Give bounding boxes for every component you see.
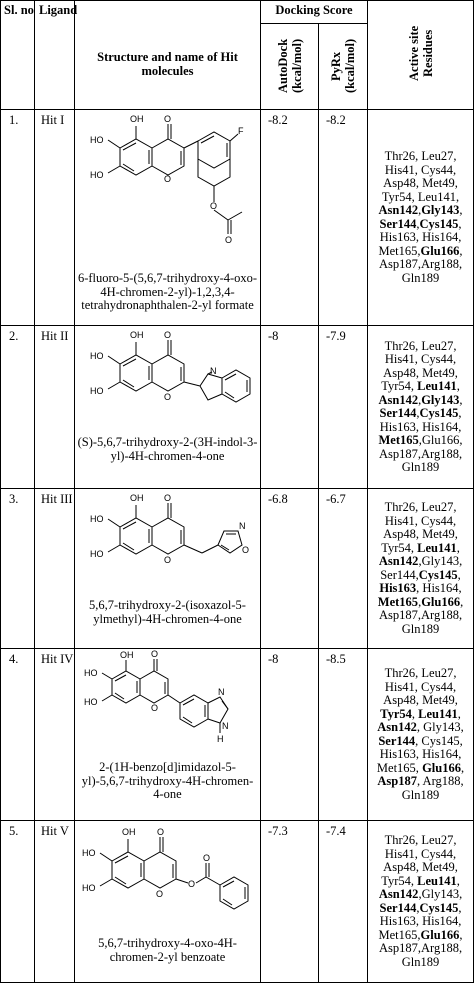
atom-label: OH [129,330,143,340]
header-structure: Structure and name of Hit molecules [75,1,261,110]
molecule-name: 6-fluoro-5-(5,6,7-trihydroxy-4-oxo-4H-chromen-2-yl)-1,2,3,4-tetrahydronaphthalen-2-yl formate [77,271,258,312]
residue-segment: Asp187, [378,941,421,955]
residue-segment: Asn142 [377,720,417,734]
table-row [1,110,474,326]
atom-label: N [221,721,228,731]
atom-label: O [187,879,195,889]
residue-segment: Ser144 [379,406,417,420]
residue-segment: His163, [379,419,423,434]
residue-segment: , [411,706,419,721]
atom-label: O [202,853,210,863]
autodock-score: -8 [261,649,319,821]
residue-segment: , [417,243,421,258]
residue-segment: Cys44, [421,679,457,694]
row-ligand: Hit V [35,821,75,983]
header-active-site-label: Active site Residues [406,25,435,81]
residue-segment: , Arg188, [416,774,464,788]
residue-segment: His41, [384,846,422,861]
residue-segment: Met165 [378,243,418,258]
residue-segment: Glu166 [420,243,460,258]
residue-segment: Tyr54 [380,706,412,721]
atom-label: F [237,126,243,136]
atom-label: O [209,201,217,211]
residue-segment: , [456,379,460,393]
residue-segment: Ser144 [378,733,416,748]
table-row [1,649,474,821]
residue-segment: His164, [422,230,462,244]
pyrx-score: -8.5 [319,649,368,821]
header-ligand: Ligand [35,1,75,110]
residue-segment: Met165 [378,433,419,447]
residue-segment: Leu141 [417,379,457,393]
residue-segment: Asp48, [383,365,423,380]
table-row [1,326,474,489]
residue-segment: Asp187, [378,257,421,271]
residue-segment: Asn142 [378,554,419,568]
hit-iv-structure-diagram [78,649,258,761]
residue-segment: Asn142 [378,887,419,901]
active-site-residues [368,110,474,326]
residue-segment: Ser144 [379,900,417,915]
residue-segment: Gly143 [421,203,460,217]
residue-segment: , Gly143, [416,720,464,734]
residue-segment: His164, [422,419,462,434]
residue-segment: Asp187 [377,774,417,788]
header-pyrx [319,24,368,110]
residue-segment: , [457,706,461,721]
atom-label: O [150,703,158,713]
residue-segment: , [459,203,463,217]
residue-segment: Arg188, [420,257,463,271]
atom-label: N [209,366,216,376]
atom-label: HO [89,514,103,524]
residue-segment: His163, [379,914,423,928]
residue-segment: , [459,243,463,258]
residue-segment: Cys145 [419,216,459,231]
residue-segment: , [418,203,422,217]
residue-segment: Leu27, [421,338,457,353]
residue-segment: , [460,760,465,775]
residue-segment: , [418,594,422,609]
molecule-name: 5,6,7-trihydroxy-4-oxo-4H-chromen-2-yl benzoate [98,936,237,964]
residue-segment: His163, [379,230,423,244]
residue-segment: , [459,927,463,942]
atom-label: HO [89,549,103,559]
active-site-residues [368,821,474,983]
residue-segment: , [460,594,464,609]
residue-segment: Glu166 [420,927,460,942]
residue-segment: Gln189 [401,270,440,285]
residue-segment: Glu166, [421,433,463,447]
residue-segment: Asp48, [383,693,423,707]
atom-label: H [216,734,223,744]
residue-segment: Leu141 [417,540,457,555]
residue-segment: Gln189 [401,787,440,802]
residue-segment: Cys145 [419,900,459,915]
row-sl-no: 5. [1,821,35,983]
residue-segment: Arg188, [420,446,463,461]
residue-segment: Met49, [422,527,458,541]
header-autodock-label: AutoDock (kcal/mol) [275,38,304,94]
hit-iii-structure-diagram [78,489,258,599]
structure-cell [75,110,261,326]
residue-segment: Tyr54, [381,189,418,204]
atom-label: HO [89,351,103,361]
header-row-top [1,1,474,24]
residue-segment: Cys44, [421,846,457,861]
pyrx-score: -7.9 [319,326,368,489]
atom-label: O [163,493,171,503]
header-active-site [368,1,474,110]
autodock-score: -6.8 [261,489,319,649]
atom-label: OH [119,650,133,660]
residue-segment: His163, [379,747,423,761]
residue-segment: Gln189 [401,621,440,636]
atom-label: N [238,521,245,531]
row-ligand: Hit II [35,326,75,489]
residue-segment: Ser144, [380,567,419,582]
residue-segment: , His164, [416,581,462,595]
residue-segment: , [418,392,422,407]
residue-segment: , [459,392,463,407]
autodock-score: -7.3 [261,821,319,983]
residue-segment: , Cys145, [415,733,463,748]
hit-i-structure-diagram [78,110,258,272]
residue-segment: Cys145 [418,567,458,582]
row-sl-no: 4. [1,649,35,821]
active-site-residues [368,489,474,649]
molecule-name: (S)-5,6,7-trihydroxy-2-(3H-indol-3-yl)-4H-chromen-4-one [77,435,258,463]
atom-label: O [150,649,158,659]
residue-segment: His41, [384,679,422,694]
residue-segment: His164, [422,747,462,761]
residue-segment: Arg188, [420,941,463,955]
residue-segment: His41, [384,352,422,366]
atom-label: O [163,174,171,184]
residue-segment: Thr26, [384,338,422,353]
residue-segment: Gly143 [421,392,460,407]
row-ligand: Hit III [35,489,75,649]
residue-segment: Asn142 [378,203,419,217]
residue-segment: His41, [384,513,422,528]
atom-label: HO [89,135,103,145]
atom-label: O [163,392,171,402]
atom-label: OH [121,827,135,837]
hit-ii-structure-diagram [78,326,258,436]
residue-segment: , [456,540,460,555]
atom-label: HO [83,697,97,707]
residue-segment: Met49, [422,365,458,380]
residue-segment: ,Gly143, [418,887,463,901]
atom-label: HO [89,386,103,396]
residue-segment: Met165 [377,594,419,609]
residue-segment: , [456,873,460,888]
residue-segment: , [458,406,462,420]
residue-segment: , [418,433,422,447]
residue-segment: Thr26, [384,666,422,680]
atom-label: O [155,889,163,899]
residue-segment: , [458,900,462,915]
residue-segment: Met165, [378,927,421,942]
residue-segment: Arg188, [420,608,463,622]
hit-v-structure-diagram [78,821,258,937]
residue-segment: Gln189 [401,954,440,969]
residue-segment: Met49, [422,176,458,190]
residue-segment: Met165, [376,760,423,775]
residue-segment: Glu166 [421,594,461,609]
residue-segment: , [457,567,461,582]
molecule-name: 2-(1H-benzo[d]imidazol-5-yl)-5,6,7-trihydroxy-4H-chromen-4-one [81,760,254,801]
structure-cell [75,326,261,489]
residue-segment: Leu27, [421,500,457,514]
atom-label: O [156,827,164,837]
residue-segment: Leu27, [421,666,457,680]
residue-segment: Asp187, [378,446,421,461]
residue-segment: His163 [379,581,417,595]
residue-segment: Tyr54, [381,379,418,393]
residue-segment: Tyr54, [381,540,418,555]
atom-label: O [163,114,171,124]
residue-segment: Cys145 [419,406,459,420]
atom-label: OH [129,114,143,124]
residue-segment: Asp48, [383,527,423,541]
header-autodock [261,24,319,110]
residue-segment: His164, [422,914,462,928]
header-sl-no: Sl. no [1,1,35,110]
pyrx-score: -8.2 [319,110,368,326]
atom-label: HO [81,848,95,858]
row-sl-no: 3. [1,489,35,649]
residue-segment: , [416,406,420,420]
pyrx-score: -7.4 [319,821,368,983]
residue-segment: Asp48, [383,860,423,874]
atom-label: HO [83,668,97,678]
residue-segment: Leu141 [417,873,457,888]
residue-segment: Gln189 [401,460,440,474]
atom-label: N [217,687,224,697]
atom-label: O [163,330,171,340]
structure-cell [75,821,261,983]
residue-segment: Thr26, [384,833,422,847]
atom-label: OH [129,493,143,503]
residue-segment: Leu27, [421,149,457,163]
row-sl-no: 2. [1,326,35,489]
residue-segment: Met49, [422,693,458,707]
residue-segment: Asp187, [378,608,421,622]
residue-segment: Cys44, [421,513,457,528]
row-sl-no: 1. [1,110,35,326]
header-pyrx-label: PyRx (kcal/mol) [329,38,357,94]
active-site-residues [368,326,474,489]
structure-cell [75,649,261,821]
atom-label: O [224,235,232,245]
residue-segment: Met49, [422,860,458,874]
table-row [1,821,474,983]
structure-cell [75,489,261,649]
atom-label: O [163,555,171,565]
residue-segment: , [458,216,462,231]
row-ligand: Hit I [35,110,75,326]
residue-segment: Thr26, [384,500,422,514]
residue-segment: Cys44, [421,162,457,177]
residue-segment: Cys44, [421,352,457,366]
atom-label: HO [81,883,95,893]
autodock-score: -8.2 [261,110,319,326]
atom-label: HO [89,170,103,180]
residue-segment: Asp48, [383,176,423,190]
atom-label: O [241,545,249,555]
residue-segment: ,Gly143, [418,554,463,568]
molecule-name: 5,6,7-trihydroxy-2-(isoxazol-5-ylmethyl)-4H-chromen-4-one [89,598,246,626]
row-ligand: Hit IV [35,649,75,821]
residue-segment: , [416,216,420,231]
pyrx-score: -6.7 [319,489,368,649]
residue-segment: Asn142 [378,392,419,407]
residue-segment: Leu27, [421,833,457,847]
residue-segment: Tyr54, [381,873,418,888]
residue-segment: Leu141 [418,706,458,721]
residue-segment: , [416,900,420,915]
residue-segment: His41, [384,162,422,177]
table-row [1,489,474,649]
header-docking-score: Docking Score [261,1,368,24]
residue-segment: Thr26, [384,149,422,163]
active-site-residues [368,649,474,821]
residue-segment: Leu141, [417,189,460,204]
residue-segment: Glu166 [422,760,461,775]
residue-segment: Ser144 [379,216,417,231]
autodock-score: -8 [261,326,319,489]
